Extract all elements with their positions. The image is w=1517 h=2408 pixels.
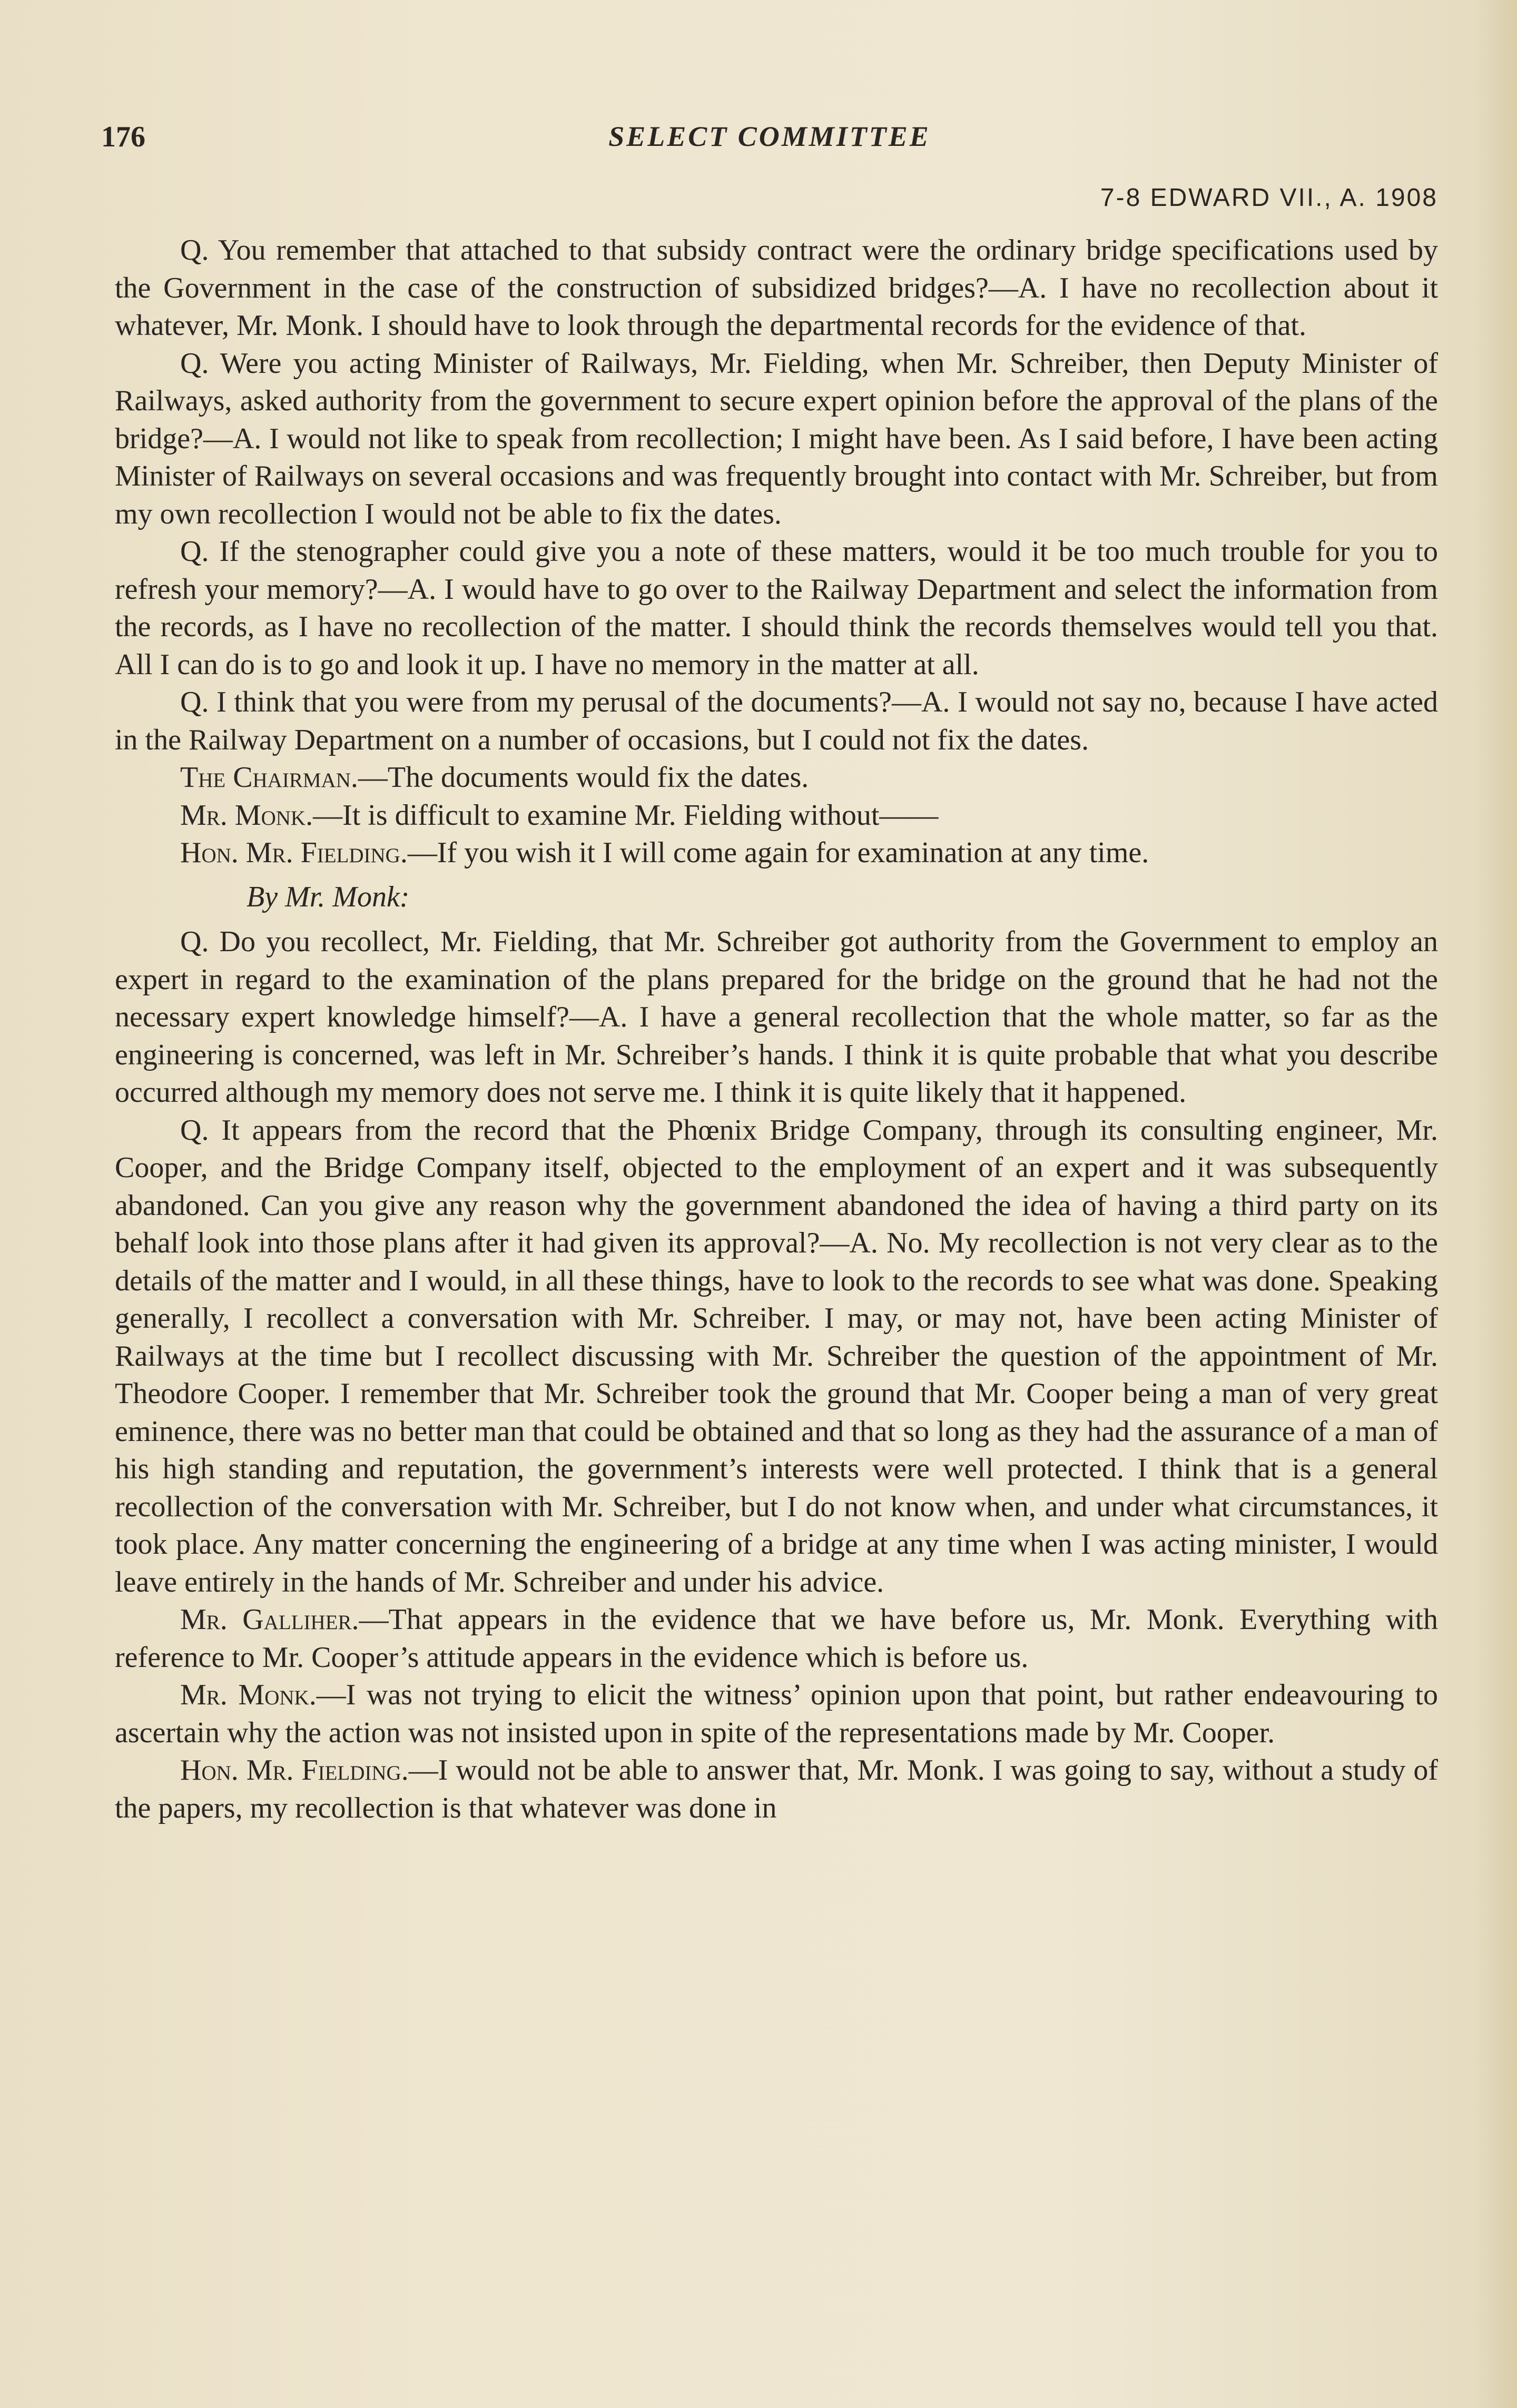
speaker-name: Mr. Galliher. <box>180 1603 359 1636</box>
speaker-name: The Chairman. <box>180 761 358 794</box>
question-answer-paragraph <box>115 232 1438 345</box>
question-answer-paragraph <box>115 684 1438 759</box>
section-heading <box>115 879 1438 916</box>
speech-paragraph <box>115 834 1438 872</box>
page-header <box>101 120 1438 157</box>
speech-paragraph <box>115 797 1438 835</box>
question-answer-paragraph <box>115 345 1438 534</box>
speech-text: —It is difficult to examine Mr. Fielding without—— <box>313 798 939 832</box>
question-answer-paragraph <box>115 533 1438 684</box>
speech-paragraph <box>115 1601 1438 1676</box>
paragraph-text: Q. You remember that attached to that subsidy contract were the ordinary bridge specifications used by the Government in the case of the construction of subsidized bridges?—A. I have no recollection about it whatever, Mr. Monk. I should have to look through the departmental records for the evidence of that. <box>115 234 1438 342</box>
speech-text: —I was not trying to elicit the witness’ opinion upon that point, but rather endeavouring to ascertain why the action was not insisted upon in spite of the representations made by Mr. Cooper. <box>115 1679 1438 1749</box>
page-number: 176 <box>101 121 145 153</box>
paragraph-text: Q. Were you acting Minister of Railways, Mr. Fielding, when Mr. Schreiber, then Deputy Minister of Railways, asked authority from the government to secure expert opinion before the approval of the plans of the bridge?—A. I would not like to speak from recollection; I might have been. As I said before, I have been acting Minister of Railways on several occasions and was frequently brought into contact with Mr. Schreiber, but from my own recollection I would not be able to fix the dates. <box>115 347 1438 530</box>
speech-text: —I would not be able to answer that, Mr. Monk. I was going to say, without a study of the papers, my recollection is that whatever was done in <box>115 1754 1438 1824</box>
speech-paragraph <box>115 1752 1438 1827</box>
paragraph-text: Q. If the stenographer could give you a note of these matters, would it be too much trouble for you to refresh your memory?—A. I would have to go over to the Railway Department and select the information from the records, as I have no recollection of the matter. I should think the records themselves would tell you that. All I can do is to go and look it up. I have no memory in the matter at all. <box>115 535 1438 681</box>
speaker-name: Hon. Mr. Fielding. <box>180 1754 409 1787</box>
body-text <box>115 232 1438 1827</box>
running-head: SELECT COMMITTEE <box>608 121 931 152</box>
heading-text: By Mr. Monk: <box>247 880 410 913</box>
speech-text: —That appears in the evidence that we have before us, Mr. Monk. Everything with reference to Mr. Cooper’s attitude appears in the evidence which is before us. <box>115 1603 1439 1674</box>
paragraph-text: Q. Do you recollect, Mr. Fielding, that Mr. Schreiber got authority from the Government to employ an expert in regard to the examination of the plans prepared for the bridge on the ground that he had not the necessary expert knowledge himself?—A. I have a general recollection that the whole matter, so far as the engineering is concerned, was left in Mr. Schreiber’s hands. I think it is quite probable that what you describe occurred although my memory does not serve me. I think it is quite likely that it happened. <box>115 925 1438 1109</box>
speaker-name: Mr. Monk. <box>180 1679 317 1711</box>
speaker-name: Mr. Monk. <box>180 798 313 832</box>
speaker-name: Hon. Mr. Fielding. <box>180 836 408 869</box>
speech-text: —If you wish it I will come again for examination at any time. <box>407 836 1149 869</box>
paragraph-text: Q. It appears from the record that the Phœnix Bridge Company, through its consulting engineer, Mr. Cooper, and the Bridge Company itself, objected to the employment of an expert and it was subsequently abandoned. Can you give any reason why the government abandoned the idea of having a third party on its behalf look into those plans after it had given its approval?—A. No. My recollection is not very clear as to the details of the matter and I would, in all these things, have to look to the records to see what was done. Speaking generally, I recollect a conversation with Mr. Schreiber. I may, or may not, have been acting Minister of Railways at the time but I recollect discussing with Mr. Schreiber the question of the appointment of Mr. Theodore Cooper. I remember that Mr. Schreiber took the ground that Mr. Cooper being a man of very great eminence, there was no better man that could be obtained and that so long as they had the assurance of a man of his high standing and reputation, the government’s interests were well protected. I think that is a general recollection of the conversation with Mr. Schreiber, but I do not know when, and under what circumstances, it took place. Any matter concerning the engineering of a bridge at any time when I was acting minister, I would leave entirely in the hands of Mr. Schreiber and under his advice. <box>115 1113 1438 1598</box>
speech-paragraph <box>115 1676 1438 1752</box>
speech-paragraph <box>115 759 1438 797</box>
session-label: 7-8 EDWARD VII., A. 1908 <box>1100 184 1438 212</box>
speech-text: —The documents would fix the dates. <box>358 761 809 794</box>
question-answer-paragraph <box>115 923 1438 1112</box>
question-answer-paragraph <box>115 1112 1438 1602</box>
paragraph-text: Q. I think that you were from my perusal of the documents?—A. I would not say no, because I have acted in the Railway Department on a number of occasions, but I could not fix the dates. <box>115 686 1438 756</box>
